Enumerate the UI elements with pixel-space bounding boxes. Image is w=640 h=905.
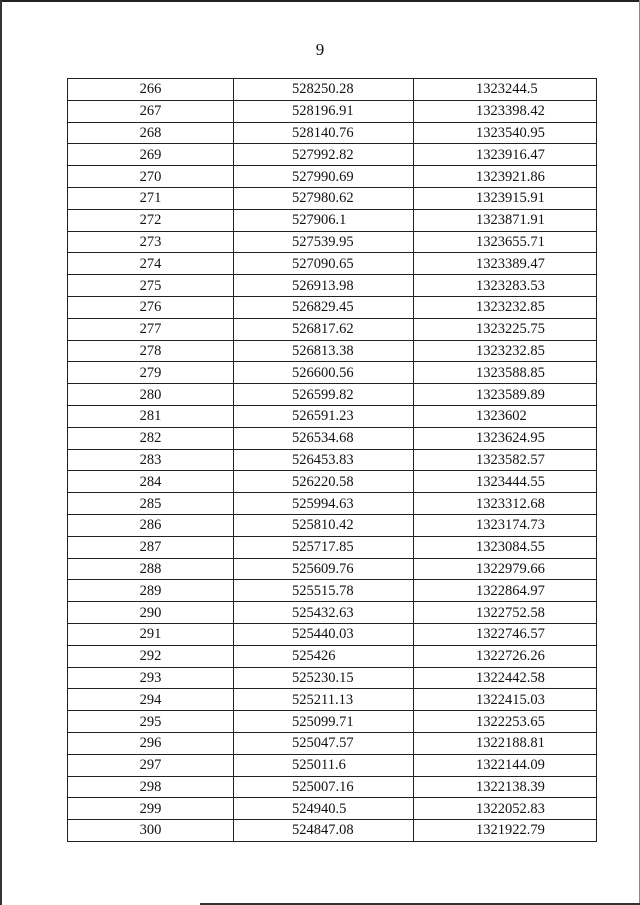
y-coordinate-cell: 1322415.03 (414, 689, 597, 711)
point-number-cell: 277 (68, 318, 234, 340)
table-row (68, 209, 597, 231)
y-coordinate-cell: 1322253.65 (414, 711, 597, 733)
x-coordinate-cell: 525011.6 (234, 754, 414, 776)
page-top-border (0, 0, 640, 2)
point-number-cell: 290 (68, 602, 234, 624)
y-coordinate-cell: 1322726.26 (414, 645, 597, 667)
table-row (68, 732, 597, 754)
table-row (68, 711, 597, 733)
table-row (68, 362, 597, 384)
x-coordinate-cell: 526534.68 (234, 427, 414, 449)
table-row (68, 558, 597, 580)
table-row (68, 231, 597, 253)
point-number-cell: 284 (68, 471, 234, 493)
y-coordinate-cell: 1322052.83 (414, 798, 597, 820)
point-number-cell: 280 (68, 384, 234, 406)
y-coordinate-cell: 1323916.47 (414, 144, 597, 166)
y-coordinate-cell: 1323389.47 (414, 253, 597, 275)
x-coordinate-cell: 525717.85 (234, 536, 414, 558)
y-coordinate-cell: 1321922.79 (414, 820, 597, 842)
point-number-cell: 275 (68, 275, 234, 297)
x-coordinate-cell: 525007.16 (234, 776, 414, 798)
y-coordinate-cell: 1322138.39 (414, 776, 597, 798)
table-row (68, 296, 597, 318)
y-coordinate-cell: 1322442.58 (414, 667, 597, 689)
x-coordinate-cell: 527906.1 (234, 209, 414, 231)
point-number-cell: 293 (68, 667, 234, 689)
point-number-cell: 281 (68, 405, 234, 427)
x-coordinate-cell: 525440.03 (234, 623, 414, 645)
y-coordinate-cell: 1323655.71 (414, 231, 597, 253)
page-left-border (0, 0, 2, 905)
x-coordinate-cell: 524847.08 (234, 820, 414, 842)
x-coordinate-cell: 525432.63 (234, 602, 414, 624)
x-coordinate-cell: 526600.56 (234, 362, 414, 384)
point-number-cell: 266 (68, 79, 234, 101)
table-row (68, 122, 597, 144)
table-row (68, 144, 597, 166)
x-coordinate-cell: 524940.5 (234, 798, 414, 820)
y-coordinate-cell: 1323915.91 (414, 187, 597, 209)
table-row (68, 253, 597, 275)
x-coordinate-cell: 526817.62 (234, 318, 414, 340)
x-coordinate-cell: 528250.28 (234, 79, 414, 101)
point-number-cell: 270 (68, 166, 234, 188)
point-number-cell: 283 (68, 449, 234, 471)
table-row (68, 79, 597, 101)
x-coordinate-cell: 528140.76 (234, 122, 414, 144)
table-row (68, 689, 597, 711)
x-coordinate-cell: 526220.58 (234, 471, 414, 493)
point-number-cell: 289 (68, 580, 234, 602)
x-coordinate-cell: 525211.13 (234, 689, 414, 711)
coordinates-table (67, 78, 597, 842)
x-coordinate-cell: 526453.83 (234, 449, 414, 471)
table-row (68, 384, 597, 406)
point-number-cell: 278 (68, 340, 234, 362)
point-number-cell: 279 (68, 362, 234, 384)
x-coordinate-cell: 525230.15 (234, 667, 414, 689)
y-coordinate-cell: 1323225.75 (414, 318, 597, 340)
point-number-cell: 300 (68, 820, 234, 842)
table-row (68, 340, 597, 362)
point-number-cell: 285 (68, 493, 234, 515)
table-row (68, 100, 597, 122)
table-row (68, 514, 597, 536)
point-number-cell: 287 (68, 536, 234, 558)
table-row (68, 623, 597, 645)
table-row (68, 667, 597, 689)
point-number-cell: 291 (68, 623, 234, 645)
x-coordinate-cell: 525515.78 (234, 580, 414, 602)
x-coordinate-cell: 526813.38 (234, 340, 414, 362)
y-coordinate-cell: 1323232.85 (414, 340, 597, 362)
y-coordinate-cell: 1323232.85 (414, 296, 597, 318)
y-coordinate-cell: 1322864.97 (414, 580, 597, 602)
point-number-cell: 294 (68, 689, 234, 711)
table-row (68, 318, 597, 340)
y-coordinate-cell: 1323540.95 (414, 122, 597, 144)
table-row (68, 166, 597, 188)
y-coordinate-cell: 1323444.55 (414, 471, 597, 493)
table-row (68, 405, 597, 427)
y-coordinate-cell: 1323084.55 (414, 536, 597, 558)
y-coordinate-cell: 1323871.91 (414, 209, 597, 231)
y-coordinate-cell: 1323582.57 (414, 449, 597, 471)
y-coordinate-cell: 1323921.86 (414, 166, 597, 188)
y-coordinate-cell: 1323244.5 (414, 79, 597, 101)
point-number-cell: 288 (68, 558, 234, 580)
table-row (68, 427, 597, 449)
x-coordinate-cell: 527990.69 (234, 166, 414, 188)
x-coordinate-cell: 527992.82 (234, 144, 414, 166)
y-coordinate-cell: 1322746.57 (414, 623, 597, 645)
y-coordinate-cell: 1323174.73 (414, 514, 597, 536)
y-coordinate-cell: 1322188.81 (414, 732, 597, 754)
x-coordinate-cell: 526913.98 (234, 275, 414, 297)
table-row (68, 645, 597, 667)
x-coordinate-cell: 526599.82 (234, 384, 414, 406)
x-coordinate-cell: 526829.45 (234, 296, 414, 318)
x-coordinate-cell: 526591.23 (234, 405, 414, 427)
y-coordinate-cell: 1322752.58 (414, 602, 597, 624)
x-coordinate-cell: 525099.71 (234, 711, 414, 733)
page-number: 9 (315, 40, 325, 59)
table-row (68, 798, 597, 820)
point-number-cell: 282 (68, 427, 234, 449)
point-number-cell: 274 (68, 253, 234, 275)
table-row (68, 536, 597, 558)
point-number-cell: 286 (68, 514, 234, 536)
table-row (68, 275, 597, 297)
x-coordinate-cell: 527980.62 (234, 187, 414, 209)
y-coordinate-cell: 1323589.89 (414, 384, 597, 406)
table-row (68, 493, 597, 515)
x-coordinate-cell: 525810.42 (234, 514, 414, 536)
point-number-cell: 297 (68, 754, 234, 776)
table-row (68, 580, 597, 602)
table-row (68, 602, 597, 624)
y-coordinate-cell: 1323398.42 (414, 100, 597, 122)
point-number-cell: 295 (68, 711, 234, 733)
point-number-cell: 296 (68, 732, 234, 754)
x-coordinate-cell: 528196.91 (234, 100, 414, 122)
point-number-cell: 269 (68, 144, 234, 166)
y-coordinate-cell: 1323283.53 (414, 275, 597, 297)
point-number-cell: 273 (68, 231, 234, 253)
x-coordinate-cell: 527090.65 (234, 253, 414, 275)
y-coordinate-cell: 1322144.09 (414, 754, 597, 776)
point-number-cell: 298 (68, 776, 234, 798)
point-number-cell: 271 (68, 187, 234, 209)
y-coordinate-cell: 1323624.95 (414, 427, 597, 449)
y-coordinate-cell: 1323588.85 (414, 362, 597, 384)
y-coordinate-cell: 1322979.66 (414, 558, 597, 580)
table-row (68, 820, 597, 842)
x-coordinate-cell: 527539.95 (234, 231, 414, 253)
y-coordinate-cell: 1323312.68 (414, 493, 597, 515)
x-coordinate-cell: 525994.63 (234, 493, 414, 515)
table-row (68, 754, 597, 776)
table-row (68, 471, 597, 493)
table-row (68, 187, 597, 209)
table-row (68, 776, 597, 798)
point-number-cell: 299 (68, 798, 234, 820)
point-number-cell: 267 (68, 100, 234, 122)
x-coordinate-cell: 525609.76 (234, 558, 414, 580)
x-coordinate-cell: 525426 (234, 645, 414, 667)
x-coordinate-cell: 525047.57 (234, 732, 414, 754)
y-coordinate-cell: 1323602 (414, 405, 597, 427)
point-number-cell: 268 (68, 122, 234, 144)
table-row (68, 449, 597, 471)
point-number-cell: 272 (68, 209, 234, 231)
coordinates-table-body (68, 79, 597, 842)
point-number-cell: 276 (68, 296, 234, 318)
point-number-cell: 292 (68, 645, 234, 667)
